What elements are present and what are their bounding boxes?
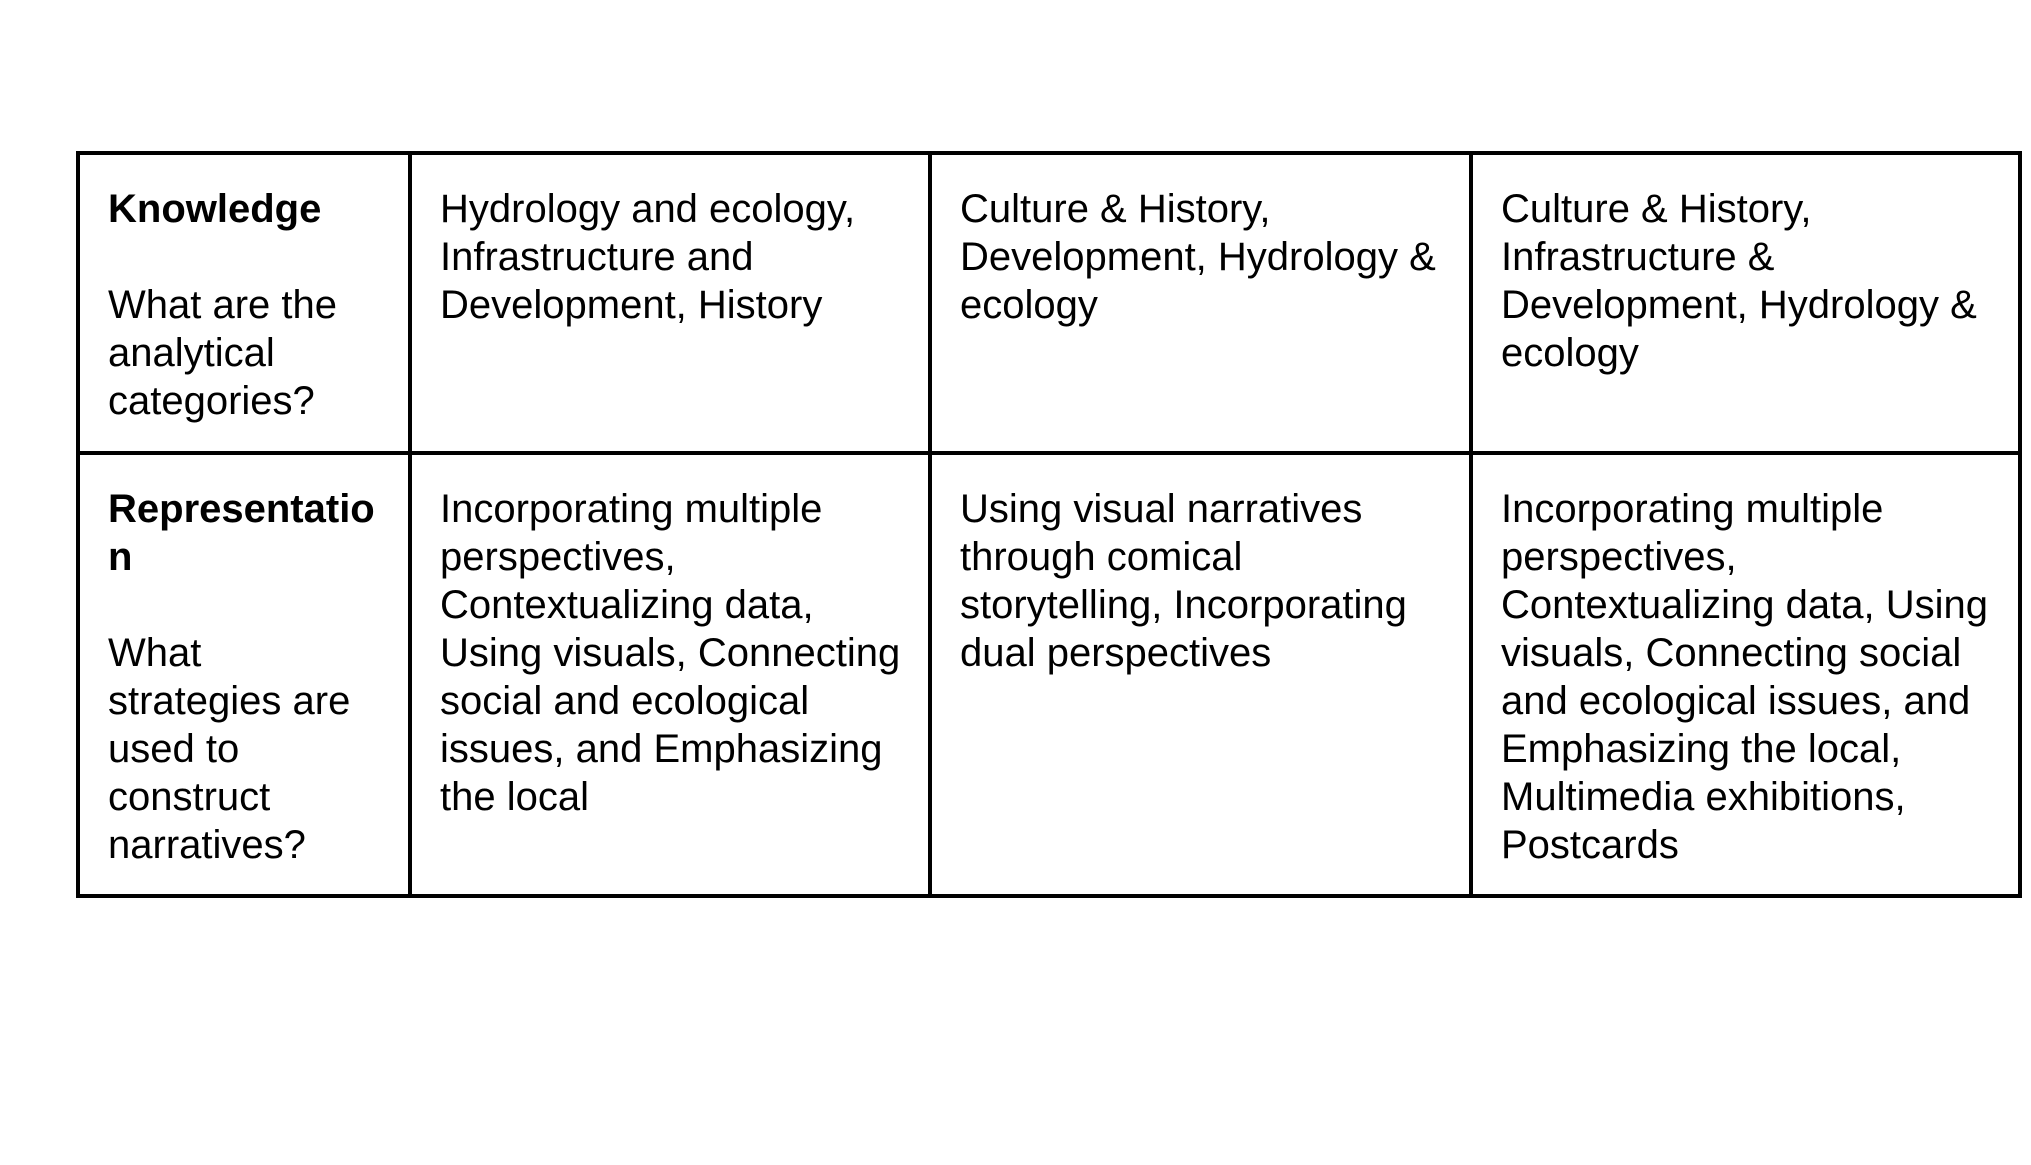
table-cell [410,453,930,896]
table-row-knowledge [78,153,2020,453]
table-row-representation [78,453,2020,896]
row-heading: Representation [108,487,375,579]
cell-text: Using visual narratives through comical storytelling, Incorporating dual perspectives [960,487,1407,675]
cell-text: Hydrology and ecology, Infrastructure and Development, History [440,187,856,327]
table-cell [410,153,930,453]
comparison-table [76,151,2022,898]
row-header-cell [78,453,410,896]
cell-text: Culture & History, Development, Hydrology & ecology [960,187,1436,327]
cell-text: Incorporating multiple perspectives, Contextualizing data, Using visuals, Connecting social and ecological issues, and Emphasizing the local [440,487,901,819]
cell-text: Culture & History, Infrastructure & Development, Hydrology & ecology [1501,187,1977,375]
row-question: What strategies are used to construct narratives? [108,631,351,867]
row-question: What are the analytical categories? [108,283,338,423]
row-heading: Knowledge [108,187,322,231]
cell-text: Incorporating multiple perspectives, Contextualizing data, Using visuals, Connecting social and ecological issues, and Emphasizing the local, Multimedia exhibitions, Postcards [1501,487,1988,867]
table-cell [930,453,1471,896]
row-header-cell [78,153,410,453]
table-cell [1471,153,2020,453]
table-cell [1471,453,2020,896]
table-cell [930,153,1471,453]
